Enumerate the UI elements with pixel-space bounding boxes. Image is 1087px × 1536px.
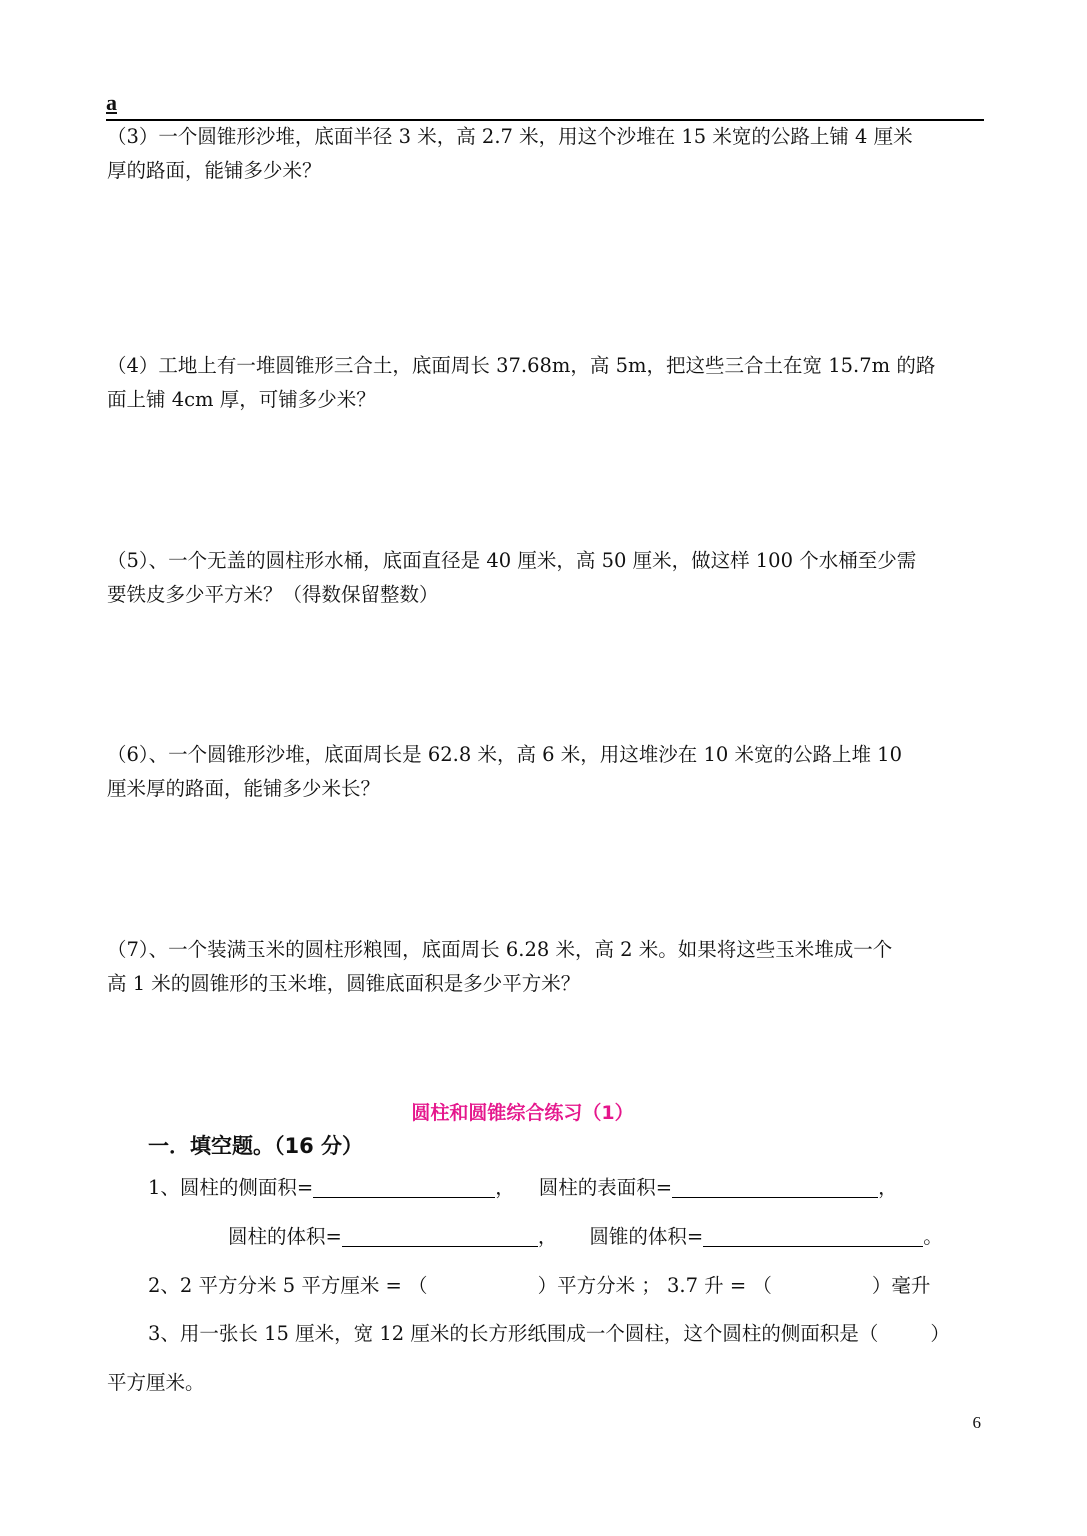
q1-cyl-volume-label: 圆柱的体积= [228,1225,342,1248]
problem-6 [107,738,987,806]
header-mark: a [106,90,117,115]
problem-7 [107,933,987,1001]
q3-line2: 平方厘米。 [107,1371,205,1394]
q3-line1: 3、用一张长 15 厘米，宽 12 厘米的长方形纸围成一个圆柱，这个圆柱的侧面积是（ [148,1322,879,1345]
q3-row-1 [148,1318,950,1346]
q1-side-area-blank[interactable] [313,1175,495,1198]
q1-row-2 [228,1221,943,1249]
q1-cone-volume-label: 圆锥的体积= [589,1225,704,1248]
q2-row [148,1270,930,1298]
section-heading: 一．填空题。（16 分） [148,1134,364,1158]
problem-3-line1: （3）一个圆锥形沙堆，底面半径 3 米，高 2.7 米，用这个沙堆在 15 米宽的公路上铺 4 厘米 [107,125,913,148]
q1-surface-area-label: 圆柱的表面积= [538,1176,673,1199]
problem-7-line1: （7）、一个装满玉米的圆柱形粮囤，底面周长 6.28 米，高 2 米。如果将这些玉米堆成一个 [107,938,893,961]
problem-4-line1: （4）工地上有一堆圆锥形三合土，底面周长 37.68m，高 5m，把这些三合土在宽 15.7m 的路 [107,354,936,377]
q1-end2: 。 [923,1225,943,1248]
q1-cone-volume-blank[interactable] [703,1224,923,1247]
exercise-title: 圆柱和圆锥综合练习（1） [411,1102,634,1124]
problem-5-line1: （5）、一个无盖的圆柱形水桶，底面直径是 40 厘米，高 50 厘米，做这样 100 个水桶至少需 [107,549,917,572]
problem-7-line2: 高 1 米的圆锥形的玉米堆，圆锥底面积是多少平方米？ [107,972,581,995]
problem-3-line2: 厚的路面，能铺多少米？ [107,159,322,182]
problem-5 [107,544,987,612]
problem-4 [107,349,987,417]
page-number: 6 [972,1413,981,1432]
q3-close: ） [930,1322,950,1345]
q1-sep2: ， [537,1225,558,1248]
q2-part1: 2、2 平方分米 5 平方厘米 = （ [148,1274,428,1297]
q1-side-area-label: 1、圆柱的侧面积= [148,1176,314,1199]
q2-part3: ）毫升 [871,1274,931,1297]
problem-5-line2: 要铁皮多少平方米？（得数保留整数） [107,583,439,606]
q1-sep: ， [495,1176,515,1199]
problem-6-line2: 厘米厚的路面，能铺多少米长？ [107,777,381,800]
q1-surface-area-blank[interactable] [672,1175,878,1198]
q1-row-1 [148,1172,898,1200]
problem-3 [107,120,987,188]
q1-cyl-volume-blank[interactable] [342,1224,538,1247]
problem-4-line2: 面上铺 4cm 厚，可铺多少米？ [107,388,376,411]
q2-part2: ）平方分米 ； 3.7 升 = （ [537,1274,772,1297]
problem-6-line1: （6）、一个圆锥形沙堆，底面周长是 62.8 米，高 6 米，用这堆沙在 10 米宽的公路上堆 10 [107,743,902,766]
q1-end: ， [878,1176,898,1199]
